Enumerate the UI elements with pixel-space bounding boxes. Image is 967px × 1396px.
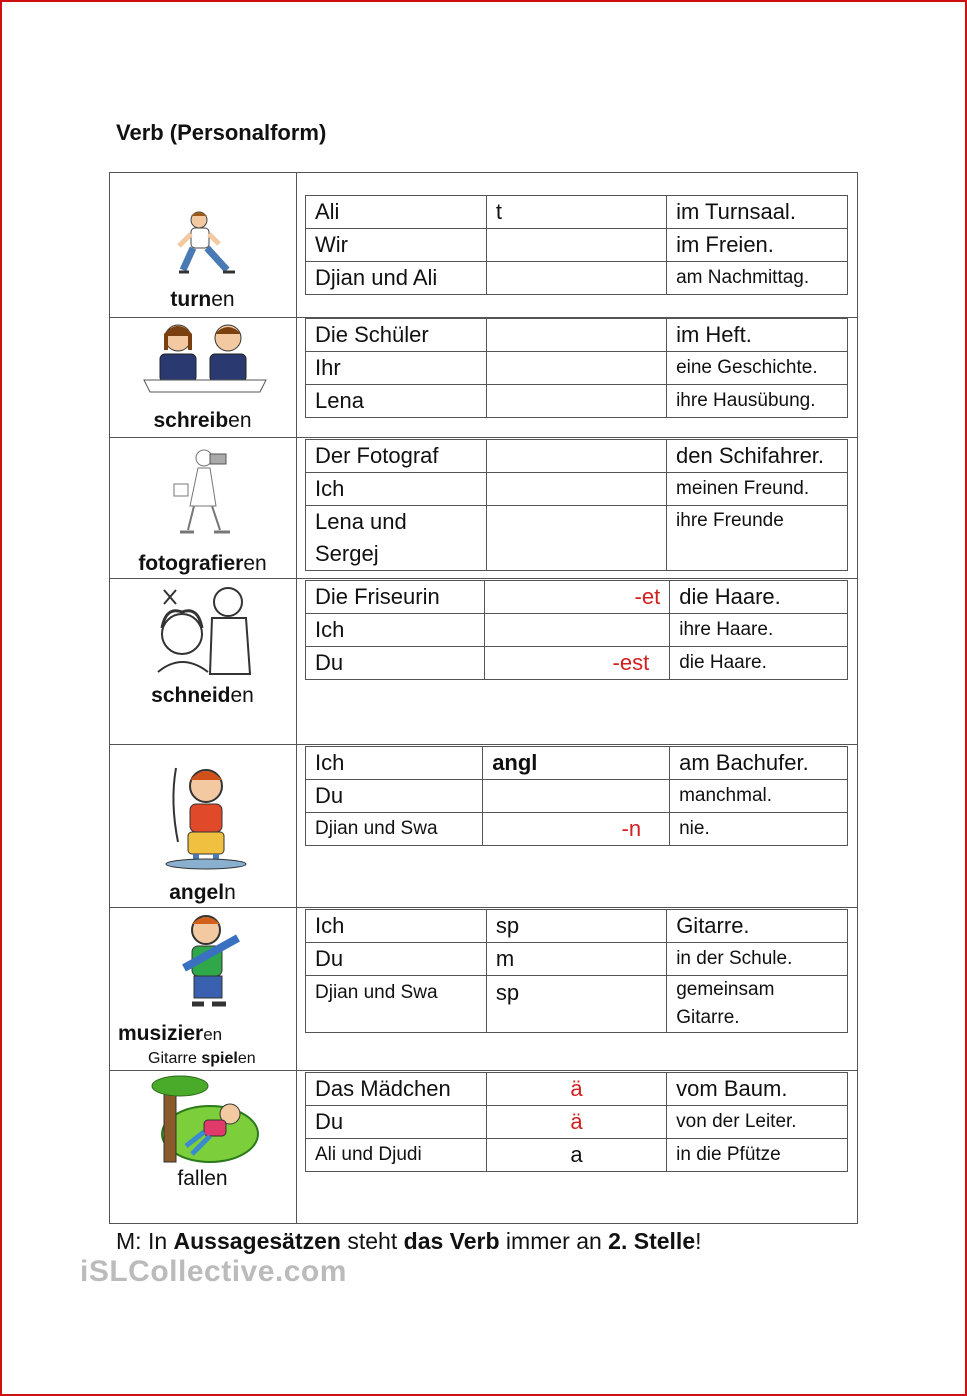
table-row: Ich angl am Bachufer. [306, 747, 848, 780]
table-row: Ich meinen Freund. [306, 473, 848, 506]
writing-children-picture [142, 320, 268, 396]
verb-label-gitarre-spielen: Gitarre spielen [148, 1050, 256, 1067]
sentence-table-turnen [305, 195, 848, 295]
table-row: Die Schüler im Heft. [306, 319, 848, 352]
table-row: Ihr eine Geschichte. [306, 352, 848, 385]
verb-label-musizieren: musizieren [118, 1022, 223, 1045]
table-row: Du ä von der Leiter. [306, 1106, 848, 1139]
table-row: Ich sp Gitarre. [306, 910, 848, 943]
table-row: Gitarre. [306, 1004, 848, 1033]
sentence-table-musizieren [305, 909, 848, 1033]
guitar-boy-picture [178, 912, 244, 1012]
table-row: Ich ihre Haare. [306, 614, 848, 647]
section-divider [109, 744, 858, 745]
verb-label-turnen: turnen [170, 288, 235, 311]
table-row: Der Fotograf den Schifahrer. [306, 440, 848, 473]
grammar-rule: M: In Aussagesätzen steht das Verb immer an 2. Stelle! [116, 1228, 702, 1254]
table-row: Djian und Swa sp gemeinsam [306, 976, 848, 1005]
table-row: Die Friseurin -et die Haare. [306, 581, 848, 614]
section-divider [109, 437, 858, 438]
section-divider [109, 907, 858, 908]
sentence-table-fotografieren [305, 439, 848, 571]
table-row: Wir im Freien. [306, 229, 848, 262]
table-row: Du manchmal. [306, 780, 848, 813]
sentence-table-fallen [305, 1072, 848, 1172]
hairdresser-picture [152, 582, 252, 678]
table-row: Djian und Swa -n nie. [306, 813, 848, 846]
section-divider [109, 578, 858, 579]
photographer-picture [170, 446, 240, 538]
column-divider [296, 172, 297, 1224]
table-row: Ali t im Turnsaal. [306, 196, 848, 229]
table-row: Ali und Djudi a in die Pfütze [306, 1139, 848, 1172]
table-row: Du m in der Schule. [306, 943, 848, 976]
sentence-table-schneiden [305, 580, 848, 680]
sentence-table-angeln [305, 746, 848, 846]
table-row: Du -est die Haare. [306, 647, 848, 680]
verb-label-angeln: angeln [169, 881, 236, 904]
table-row: Sergej [306, 538, 848, 571]
table-row: Lena und ihre Freunde [306, 506, 848, 539]
table-row: Das Mädchen ä vom Baum. [306, 1073, 848, 1106]
verb-label-fotografieren: fotografieren [138, 552, 267, 575]
table-row: Lena ihre Hausübung. [306, 385, 848, 418]
falling-girl-picture [150, 1074, 260, 1166]
verb-label-schreiben: schreiben [153, 409, 252, 432]
verb-label-fallen: fallen [177, 1167, 228, 1190]
sentence-table-schreiben [305, 318, 848, 418]
fishing-boy-picture [162, 762, 248, 870]
verb-label-schneiden: schneiden [151, 684, 254, 707]
gymnast-picture [175, 208, 239, 280]
table-row: Djian und Ali am Nachmittag. [306, 262, 848, 295]
section-divider [109, 1070, 858, 1071]
page-title: Verb (Personalform) [116, 120, 327, 145]
watermark: iSLCollective.com [80, 1255, 347, 1288]
